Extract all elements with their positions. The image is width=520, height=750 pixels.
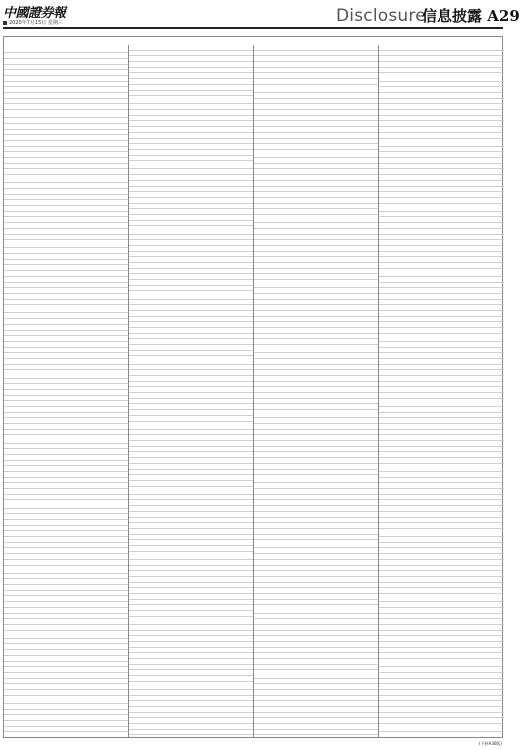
table-row xyxy=(379,334,504,342)
table-row xyxy=(129,356,253,364)
table-row xyxy=(254,410,378,418)
newspaper-logo: 中國證券報 xyxy=(3,6,66,21)
table-row xyxy=(254,605,378,613)
table-row xyxy=(379,594,504,602)
table-row xyxy=(4,110,128,118)
table-row xyxy=(129,682,253,690)
section-title-cn-text: 信息披露 xyxy=(422,7,483,25)
table-row xyxy=(379,139,504,147)
table-row xyxy=(379,399,504,407)
table-row xyxy=(4,500,128,508)
table-row xyxy=(379,73,504,81)
disclosure-table xyxy=(3,36,503,738)
table-row xyxy=(4,435,128,443)
continued-note: (下转A30版) xyxy=(479,741,502,746)
table-row xyxy=(129,487,253,495)
table-row xyxy=(4,240,128,248)
table-row xyxy=(129,730,253,736)
page-number: A29 xyxy=(487,7,520,25)
table-row xyxy=(379,204,504,212)
table-row xyxy=(379,269,504,277)
table-column-3 xyxy=(254,45,379,737)
table-row xyxy=(4,727,128,733)
table-row xyxy=(254,475,378,483)
table-row xyxy=(4,45,128,53)
table-row xyxy=(129,552,253,560)
table-row xyxy=(379,464,504,472)
table-row xyxy=(129,291,253,299)
masthead xyxy=(0,0,520,30)
section-title-chinese xyxy=(422,5,520,26)
table-row xyxy=(129,161,253,169)
table-row xyxy=(4,566,128,574)
table-row xyxy=(129,422,253,430)
table-row xyxy=(4,175,128,183)
table-row xyxy=(129,226,253,234)
table-row xyxy=(254,280,378,288)
table-columns xyxy=(4,45,504,737)
table-row xyxy=(254,215,378,223)
date-text: 2020年7月15日 星期三 xyxy=(9,20,63,26)
table-row xyxy=(379,724,504,732)
table-row xyxy=(4,696,128,704)
table-column-1 xyxy=(4,45,129,737)
table-row xyxy=(254,540,378,548)
table-row xyxy=(254,150,378,158)
table-row xyxy=(379,529,504,537)
table-row xyxy=(129,617,253,625)
table-row xyxy=(254,730,378,736)
table-row xyxy=(379,659,504,667)
table-column-2 xyxy=(129,45,254,737)
square-bullet-icon xyxy=(3,21,7,25)
table-row xyxy=(129,96,253,104)
table-row xyxy=(254,670,378,678)
table-row xyxy=(4,305,128,313)
masthead-rule xyxy=(3,27,503,29)
table-row xyxy=(254,85,378,93)
table-column-4 xyxy=(379,45,504,737)
section-title-english: Disclosure xyxy=(336,6,426,26)
table-row xyxy=(4,631,128,639)
table-row xyxy=(4,370,128,378)
date-line xyxy=(3,19,63,26)
table-row xyxy=(254,345,378,353)
